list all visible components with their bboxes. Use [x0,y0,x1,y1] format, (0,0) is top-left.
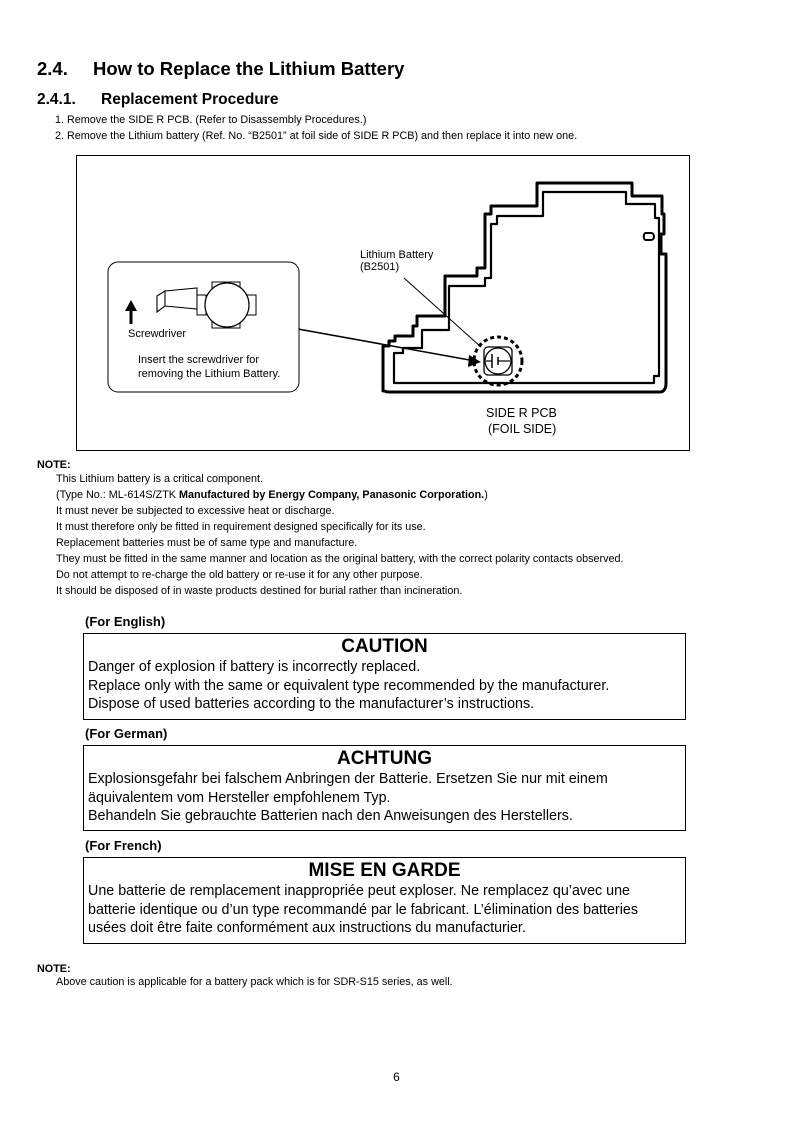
subsection-heading [37,91,278,109]
battery-leader-line [404,278,481,347]
caution-line: Behandeln Sie gebrauchte Batterien nach den Anweisungen des Herstellers. [88,808,573,824]
type-number: (Type No.: ML-614S/ZTK [56,489,180,501]
caution-line: Explosionsgefahr bei falschem Anbringen der Batterie. Ersetzen Sie nur mit einem [88,771,608,787]
battery-ref-label: (B2501) [360,261,400,273]
pcb-label: SIDE R PCB [486,406,557,420]
step-2: 2. Remove the Lithium battery (Ref. No. “B2501” at foil side of SIDE R PCB) and then replace it into new one. [55,130,578,142]
section-number: 2.4. [37,58,68,79]
note2-title: NOTE: [37,963,71,975]
subsection-title: Replacement Procedure [101,91,279,108]
detail-battery-cell [205,283,249,327]
english-label: (For English) [85,614,166,629]
step-1: 1. Remove the SIDE R PCB. (Refer to Disassembly Procedures.) [55,114,367,126]
french-label: (For French) [85,838,162,853]
battery-label: Lithium Battery [360,249,434,261]
note-line: Do not attempt to re-charge the old battery or re-use it for any other purpose. [56,569,423,581]
type-close-paren: ) [484,489,488,501]
note-title: NOTE: [37,459,71,471]
section-title: How to Replace the Lithium Battery [93,58,405,79]
note-line: It must therefore only be fitted in requirement designed specifically for its use. [56,521,426,533]
pcb-outline-outer [383,183,666,392]
pcb-diagram [77,156,689,450]
pcb-outline-inner [394,192,659,383]
caution-line: usées doit être faite conformément aux instructions du manufacturier. [88,920,526,936]
caution-title: ACHTUNG [337,748,432,769]
battery-figure [76,155,690,451]
instruction-line-2: removing the Lithium Battery. [138,368,281,380]
note-line: This Lithium battery is a critical component. [56,473,264,485]
procedure-steps [55,112,577,144]
note-line: They must be fitted in the same manner and location as the original battery, with the correct polarity contacts observed. [56,553,624,565]
german-label: (For German) [85,726,168,741]
caution-box-german [83,745,686,831]
screwdriver-label: Screwdriver [128,328,187,340]
note2-text: Above caution is applicable for a battery pack which is for SDR-S15 series, as well. [56,976,453,988]
note-body [56,471,624,599]
caution-line: Dispose of used batteries according to the manufacturer’s instructions. [88,696,535,712]
caution-line: Danger of explosion if battery is incorrectly replaced. [88,659,421,675]
section-heading [37,58,404,80]
caution-box-french [83,857,686,944]
caution-line: Replace only with the same or equivalent type recommended by the manufacturer. [88,677,610,694]
instruction-line-1: Insert the screwdriver for [138,354,260,366]
detail-pointer-line [298,329,475,361]
pcb-notch [644,233,654,240]
caution-title: MISE EN GARDE [308,860,461,881]
manufacturer: Manufactured by Energy Company, Panasonic Corporation. [179,489,485,501]
caution-line: Une batterie de remplacement inappropriée peut exploser. Ne remplacez qu’avec une [88,883,631,899]
subsection-number: 2.4.1. [37,91,76,108]
note-type-line [56,487,624,503]
caution-line: äquivalentem vom Hersteller empfohlenem Typ. [88,789,391,806]
note-line: It must never be subjected to excessive heat or discharge. [56,505,335,517]
page-number: 6 [393,1070,400,1084]
caution-title: CAUTION [341,636,428,657]
caution-box-english [83,633,686,720]
note-line: It should be disposed of in waste products destined for burial rather than incineration. [56,585,463,597]
pcb-side-label: (FOIL SIDE) [488,422,557,436]
caution-line: batterie identique ou d’un type recommandé par le fabricant. L’élimination des batteries [88,901,638,918]
note-line: Replacement batteries must be of same type and manufacture. [56,537,358,549]
